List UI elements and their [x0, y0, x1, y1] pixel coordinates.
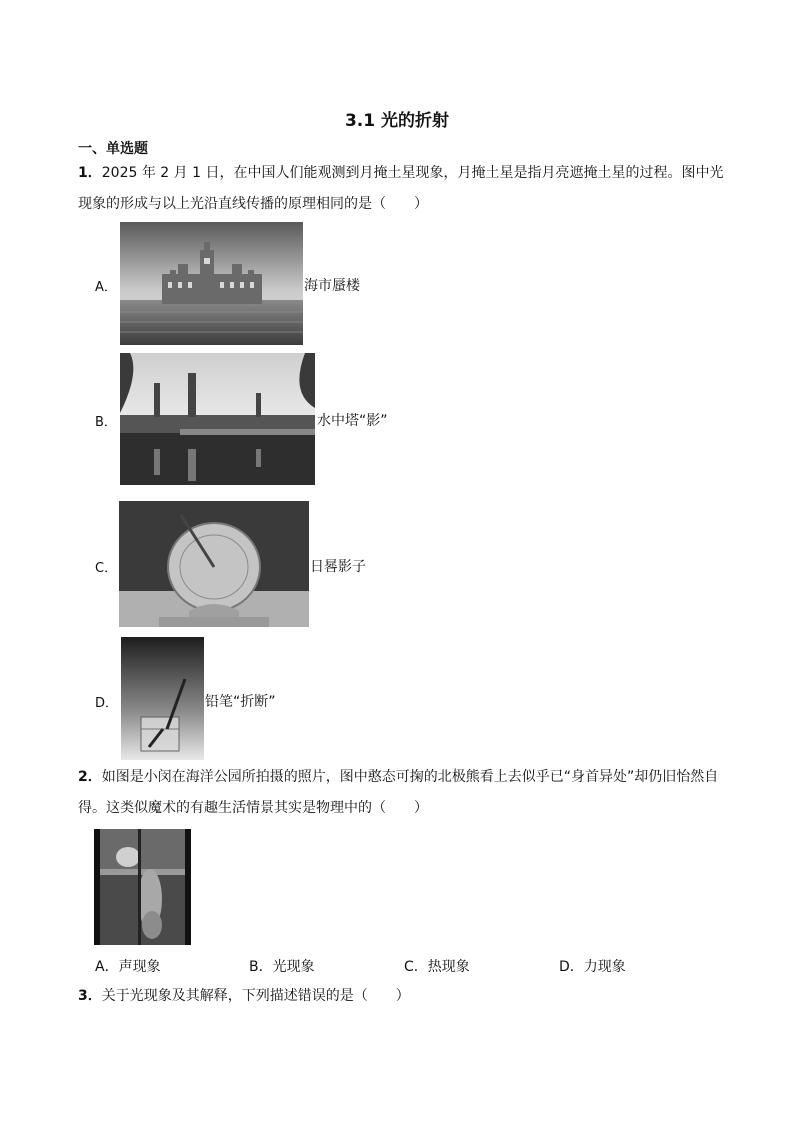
option-c-caption: 日晷影子 [310, 559, 366, 575]
option-letter: C． [404, 959, 428, 975]
polar-bear-image [94, 829, 191, 945]
pencil-in-water-image [121, 637, 204, 760]
option-d-caption: 铅笔“折断” [205, 694, 276, 710]
sundial-image [119, 501, 309, 627]
option-letter: D． [559, 959, 584, 975]
question-number: 1． [78, 165, 102, 181]
question-3 [78, 981, 728, 1012]
option-c-letter[interactable]: C． [95, 561, 118, 576]
q2-option-d[interactable] [559, 956, 626, 976]
option-letter: A． [95, 959, 119, 975]
section-heading: 一、单选题 [78, 141, 148, 157]
option-text: 力现象 [583, 959, 626, 975]
q2-option-b[interactable] [249, 956, 315, 976]
option-b-letter[interactable]: B． [95, 415, 117, 430]
option-b-caption: 水中塔“影” [317, 413, 388, 429]
question-2 [78, 762, 728, 824]
question-number: 2． [78, 769, 102, 785]
option-letter: B． [249, 959, 273, 975]
question-number: 3． [78, 988, 102, 1004]
option-text: 光现象 [272, 959, 315, 975]
option-a-letter[interactable]: A． [95, 280, 117, 295]
option-a-caption: 海市蜃楼 [304, 278, 360, 294]
pagoda-reflection-image [120, 353, 315, 485]
q2-option-a[interactable] [95, 956, 161, 976]
page-title: 3.1 光的折射 [344, 111, 450, 131]
question-text: 关于光现象及其解释，下列描述错误的是（ ） [101, 988, 410, 1004]
option-text: 热现象 [427, 959, 470, 975]
question-1 [78, 158, 728, 220]
question-text: 如图是小闵在海洋公园所拍摄的照片，图中憨态可掬的北极熊看上去似乎已“身首异处”却仍旧怡然自得。这类似魔术的有趣生活情景其实是物理中的（ ） [78, 769, 719, 816]
mirage-image [120, 222, 303, 345]
option-d-letter[interactable]: D． [95, 696, 119, 711]
option-text: 声现象 [118, 959, 161, 975]
question-text: 2025 年 2 月 1 日，在中国人们能观测到月掩土星现象，月掩土星是指月亮遮掩土星的过程。图中光现象的形成与以上光沿直线传播的原理相同的是（ ） [78, 165, 724, 212]
q2-option-c[interactable] [404, 956, 470, 976]
